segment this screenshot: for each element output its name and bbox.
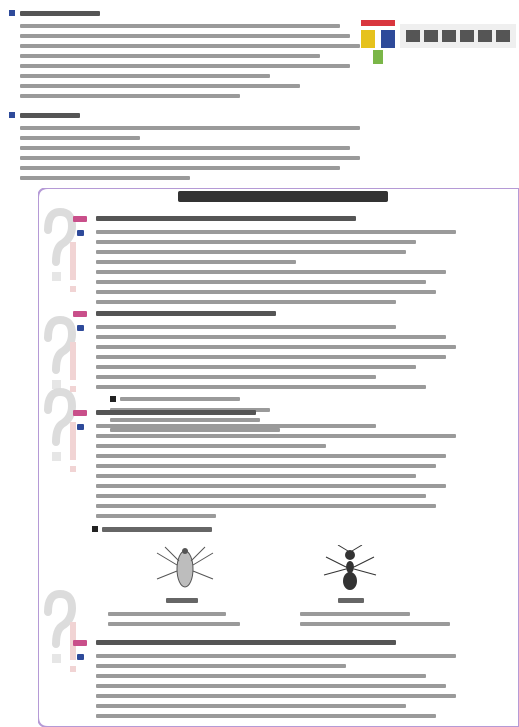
q3-question — [96, 410, 256, 415]
section-b-icon — [9, 112, 15, 118]
q1-label — [73, 216, 87, 222]
section-b-title — [20, 113, 80, 118]
page-title — [178, 191, 388, 202]
exclamation-icon — [63, 340, 83, 400]
figure-caption-icon — [92, 526, 98, 532]
exclamation-icon — [63, 620, 83, 680]
a1-label — [77, 230, 84, 236]
termite-illustration — [155, 545, 215, 593]
q2-label — [73, 311, 87, 317]
a4-label — [77, 654, 84, 660]
logo — [361, 20, 395, 64]
termite-name — [166, 598, 198, 603]
exclamation-icon — [63, 240, 83, 300]
figure-caption — [102, 527, 212, 532]
section-a-title — [20, 11, 100, 16]
decorative-strip — [400, 24, 516, 48]
a3-label — [77, 424, 84, 430]
q1-question — [96, 216, 356, 221]
a2-label — [77, 325, 84, 331]
q4-label — [73, 640, 87, 646]
black-ant-illustration — [320, 545, 380, 593]
q2-question — [96, 311, 276, 316]
q3-label — [73, 410, 87, 416]
section-a-icon — [9, 10, 15, 16]
black-ant-name — [338, 598, 364, 603]
q4-question — [96, 640, 396, 645]
